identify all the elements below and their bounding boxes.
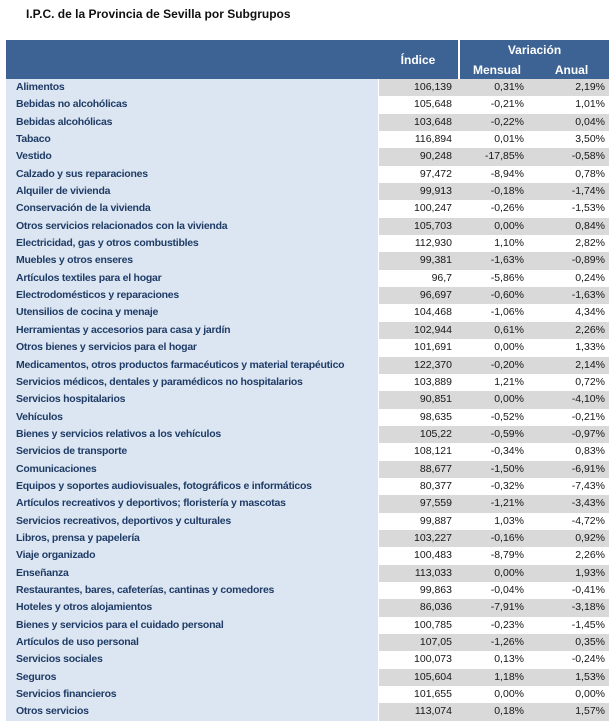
table-row [6,148,609,165]
ipc-subgroups-table [6,40,609,721]
row-values [378,599,609,616]
row-anual-value: -1,45% [571,618,605,631]
row-mensual-value: 0,00% [494,341,524,354]
row-values [378,148,609,165]
row-subgroup-label: Utensilios de cocina y menaje [6,304,378,321]
table-row [6,304,609,321]
row-anual-value: -3,43% [571,497,605,510]
row-anual-value: 2,19% [575,81,605,93]
table-row [6,339,609,356]
column-header-variacion: Variación [507,43,562,57]
row-subgroup-label: Vestido [6,148,378,165]
table-row [6,252,609,269]
table-row [6,651,609,668]
row-mensual-value: -8,79% [490,549,524,562]
row-subgroup-label: Servicios hospitalarios [6,391,378,408]
column-header-mensual: Mensual [472,62,521,77]
row-values [378,322,609,339]
row-values [378,391,609,408]
row-indice-value: 106,139 [414,81,452,93]
column-header-indice: Índice [400,52,436,67]
row-subgroup-label: Otros bienes y servicios para el hogar [6,339,378,356]
row-anual-value: -0,58% [571,150,605,163]
row-mensual-value: -0,20% [490,358,524,371]
row-mensual-value: 1,18% [494,670,524,683]
row-subgroup-label: Restaurantes, bares, cafeterías, cantinas y comedores [6,582,378,599]
row-indice-value: 102,944 [414,323,452,336]
row-anual-value: -0,41% [571,583,605,596]
row-subgroup-label: Muebles y otros enseres [6,252,378,269]
row-mensual-value: -17,85% [484,150,524,163]
variacion-subheaders [460,60,609,79]
row-anual-value: 2,26% [575,323,605,336]
row-indice-value: 122,370 [414,358,452,371]
table-row [6,374,609,391]
row-values [378,287,609,304]
row-subgroup-label: Artículos de uso personal [6,634,378,651]
row-subgroup-label: Servicios médicos, dentales y paramédicos no hospitalarios [6,374,378,391]
row-subgroup-label: Servicios sociales [6,651,378,668]
row-values [378,443,609,460]
row-indice-value: 99,863 [419,583,452,596]
table-row [6,634,609,651]
row-subgroup-label: Vehículos [6,409,378,426]
row-values [378,252,609,269]
row-anual-value: -6,91% [571,462,605,475]
row-values [378,669,609,686]
row-indice-value: 99,381 [419,254,452,267]
row-indice-value: 80,377 [419,479,452,492]
row-mensual-value: -0,22% [490,115,524,128]
row-anual-value: 2,26% [575,549,605,562]
row-values [378,686,609,703]
row-indice-value: 103,648 [414,115,452,128]
row-values [378,357,609,374]
table-row [6,322,609,339]
row-indice-value: 90,248 [419,150,452,163]
table-row [6,565,609,582]
row-indice-value: 101,655 [414,688,452,701]
row-anual-value: 0,24% [575,271,605,284]
row-mensual-value: -1,63% [490,254,524,267]
row-values [378,582,609,599]
row-values [378,304,609,321]
row-values [378,183,609,200]
table-row [6,270,609,287]
row-subgroup-label: Servicios de transporte [6,443,378,460]
row-mensual-value: 0,31% [494,81,524,93]
row-values [378,270,609,287]
row-subgroup-label: Equipos y soportes audiovisuales, fotográficos e informáticos [6,478,378,495]
row-values [378,131,609,148]
row-values [378,166,609,183]
row-mensual-value: -0,18% [490,185,524,198]
row-indice-value: 105,22 [419,427,452,440]
row-indice-value: 97,472 [419,167,452,180]
table-row [6,617,609,634]
row-anual-value: -0,89% [571,254,605,267]
row-subgroup-label: Bebidas alcohólicas [6,114,378,131]
row-subgroup-label: Alimentos [6,79,378,96]
row-indice-value: 100,785 [414,618,452,631]
table-row [6,200,609,217]
row-mensual-value: -0,34% [490,445,524,458]
row-mensual-value: 0,61% [494,323,524,336]
row-values [378,478,609,495]
row-anual-value: -4,10% [571,393,605,406]
row-indice-value: 99,913 [419,185,452,198]
row-mensual-value: 0,18% [494,705,524,718]
row-anual-value: -7,43% [571,479,605,492]
row-anual-value: 1,01% [575,98,605,111]
row-indice-value: 107,05 [419,636,452,648]
page-title: I.P.C. de la Provincia de Sevilla por Subgrupos [26,7,291,21]
row-subgroup-label: Comunicaciones [6,461,378,478]
row-subgroup-label: Servicios financieros [6,686,378,703]
row-indice-value: 101,691 [414,341,452,354]
row-mensual-value: -5,86% [490,271,524,284]
row-values [378,426,609,443]
table-row [6,582,609,599]
row-indice-value: 113,074 [414,705,452,718]
row-subgroup-label: Artículos recreativos y deportivos; floristería y mascotas [6,495,378,512]
row-values [378,617,609,634]
row-subgroup-label: Conservación de la vivienda [6,200,378,217]
row-values [378,461,609,478]
row-values [378,651,609,668]
row-mensual-value: -0,16% [490,531,524,544]
row-anual-value: 0,35% [575,636,605,648]
row-anual-value: 0,00% [575,688,605,701]
row-subgroup-label: Libros, prensa y papelería [6,530,378,547]
row-indice-value: 116,894 [414,133,452,146]
row-subgroup-label: Bebidas no alcohólicas [6,96,378,113]
row-anual-value: -3,18% [571,601,605,614]
row-mensual-value: -0,23% [490,618,524,631]
row-subgroup-label: Hoteles y otros alojamientos [6,599,378,616]
row-anual-value: 0,84% [575,219,605,232]
row-mensual-value: -0,04% [490,583,524,596]
row-mensual-value: 1,10% [494,237,524,250]
table-row [6,166,609,183]
row-subgroup-label: Enseñanza [6,565,378,582]
row-anual-value: 1,33% [575,341,605,354]
row-values [378,200,609,217]
table-row [6,114,609,131]
row-indice-value: 100,483 [414,549,452,562]
row-subgroup-label: Bienes y servicios para el cuidado personal [6,617,378,634]
row-mensual-value: -8,94% [490,167,524,180]
table-row [6,235,609,252]
row-anual-value: 0,83% [575,445,605,458]
row-anual-value: -0,24% [571,653,605,666]
table-body [6,79,609,721]
row-anual-value: 0,04% [575,115,605,128]
row-anual-value: 0,78% [575,167,605,180]
row-subgroup-label: Alquiler de vivienda [6,183,378,200]
table-header [6,40,609,79]
row-anual-value: -4,72% [571,514,605,527]
table-row [6,79,609,96]
row-mensual-value: 0,00% [494,219,524,232]
table-row [6,131,609,148]
table-row [6,183,609,200]
column-group-variacion [458,40,609,79]
row-anual-value: -0,21% [571,410,605,423]
row-anual-value: 4,34% [575,306,605,319]
row-values [378,703,609,720]
row-values [378,218,609,235]
row-subgroup-label: Artículos textiles para el hogar [6,270,378,287]
row-indice-value: 105,604 [414,670,452,683]
row-mensual-value: -1,21% [490,497,524,510]
row-subgroup-label: Servicios recreativos, deportivos y culturales [6,513,378,530]
row-mensual-value: 0,00% [494,393,524,406]
row-values [378,513,609,530]
row-mensual-value: 1,03% [494,514,524,527]
table-row [6,478,609,495]
row-subgroup-label: Seguros [6,669,378,686]
table-row [6,461,609,478]
row-mensual-value: -1,26% [490,636,524,648]
table-row [6,547,609,564]
row-indice-value: 100,073 [414,653,452,666]
row-anual-value: -1,53% [571,202,605,215]
row-mensual-value: -0,52% [490,410,524,423]
row-anual-value: 1,57% [575,705,605,718]
row-indice-value: 104,468 [414,306,452,319]
row-indice-value: 99,887 [419,514,452,527]
row-subgroup-label: Otros servicios [6,703,378,720]
row-anual-value: -1,63% [571,289,605,302]
row-mensual-value: 0,00% [494,566,524,579]
table-row [6,391,609,408]
row-subgroup-label: Viaje organizado [6,547,378,564]
row-subgroup-label: Calzado y sus reparaciones [6,166,378,183]
row-mensual-value: -0,21% [490,98,524,111]
row-values [378,79,609,96]
row-mensual-value: -7,91% [490,601,524,614]
row-indice-value: 96,7 [431,271,452,284]
table-row [6,599,609,616]
row-values [378,339,609,356]
table-row [6,96,609,113]
row-values [378,495,609,512]
row-values [378,530,609,547]
row-subgroup-label: Herramientas y accesorios para casa y jardín [6,322,378,339]
row-subgroup-label: Bienes y servicios relativos a los vehículos [6,426,378,443]
row-indice-value: 108,121 [414,445,452,458]
row-indice-value: 88,677 [419,462,452,475]
row-mensual-value: -0,32% [490,479,524,492]
table-row [6,686,609,703]
row-values [378,634,609,651]
table-row [6,513,609,530]
table-row [6,426,609,443]
row-values [378,565,609,582]
table-row [6,357,609,374]
row-values [378,409,609,426]
row-indice-value: 86,036 [419,601,452,614]
row-indice-value: 96,697 [419,289,452,302]
row-indice-value: 112,930 [414,237,452,250]
row-anual-value: 0,92% [575,531,605,544]
header-label-spacer [6,40,378,79]
row-anual-value: 1,93% [575,566,605,579]
row-indice-value: 105,703 [414,219,452,232]
row-values [378,547,609,564]
row-indice-value: 103,889 [414,375,452,388]
row-indice-value: 97,559 [419,497,452,510]
table-row [6,495,609,512]
row-indice-value: 103,227 [414,531,452,544]
row-mensual-value: 0,13% [494,653,524,666]
row-mensual-value: 0,00% [494,688,524,701]
row-indice-value: 98,635 [419,410,452,423]
table-row [6,409,609,426]
row-subgroup-label: Medicamentos, otros productos farmacéuticos y material terapéutico [6,357,378,374]
table-row [6,287,609,304]
row-anual-value: 0,72% [575,375,605,388]
row-values [378,114,609,131]
row-subgroup-label: Otros servicios relacionados con la vivienda [6,218,378,235]
row-mensual-value: 0,01% [494,133,524,146]
row-subgroup-label: Electrodomésticos y reparaciones [6,287,378,304]
row-values [378,235,609,252]
row-subgroup-label: Tabaco [6,131,378,148]
row-anual-value: 3,50% [575,133,605,146]
row-mensual-value: -0,59% [490,427,524,440]
row-mensual-value: -0,26% [490,202,524,215]
table-row [6,218,609,235]
table-row [6,530,609,547]
row-mensual-value: -1,50% [490,462,524,475]
row-indice-value: 100,247 [414,202,452,215]
row-subgroup-label: Electricidad, gas y otros combustibles [6,235,378,252]
row-anual-value: 1,53% [575,670,605,683]
row-mensual-value: -0,60% [490,289,524,302]
row-mensual-value: 1,21% [494,375,524,388]
column-header-anual: Anual [554,62,589,77]
row-indice-value: 90,851 [419,393,452,406]
row-indice-value: 113,033 [414,566,452,579]
row-mensual-value: -1,06% [490,306,524,319]
row-anual-value: -0,97% [571,427,605,440]
table-row [6,443,609,460]
row-indice-value: 105,648 [414,98,452,111]
row-anual-value: -1,74% [571,185,605,198]
row-values [378,96,609,113]
row-anual-value: 2,82% [575,237,605,250]
table-row [6,703,609,720]
row-values [378,374,609,391]
row-anual-value: 2,14% [575,358,605,371]
table-row [6,669,609,686]
